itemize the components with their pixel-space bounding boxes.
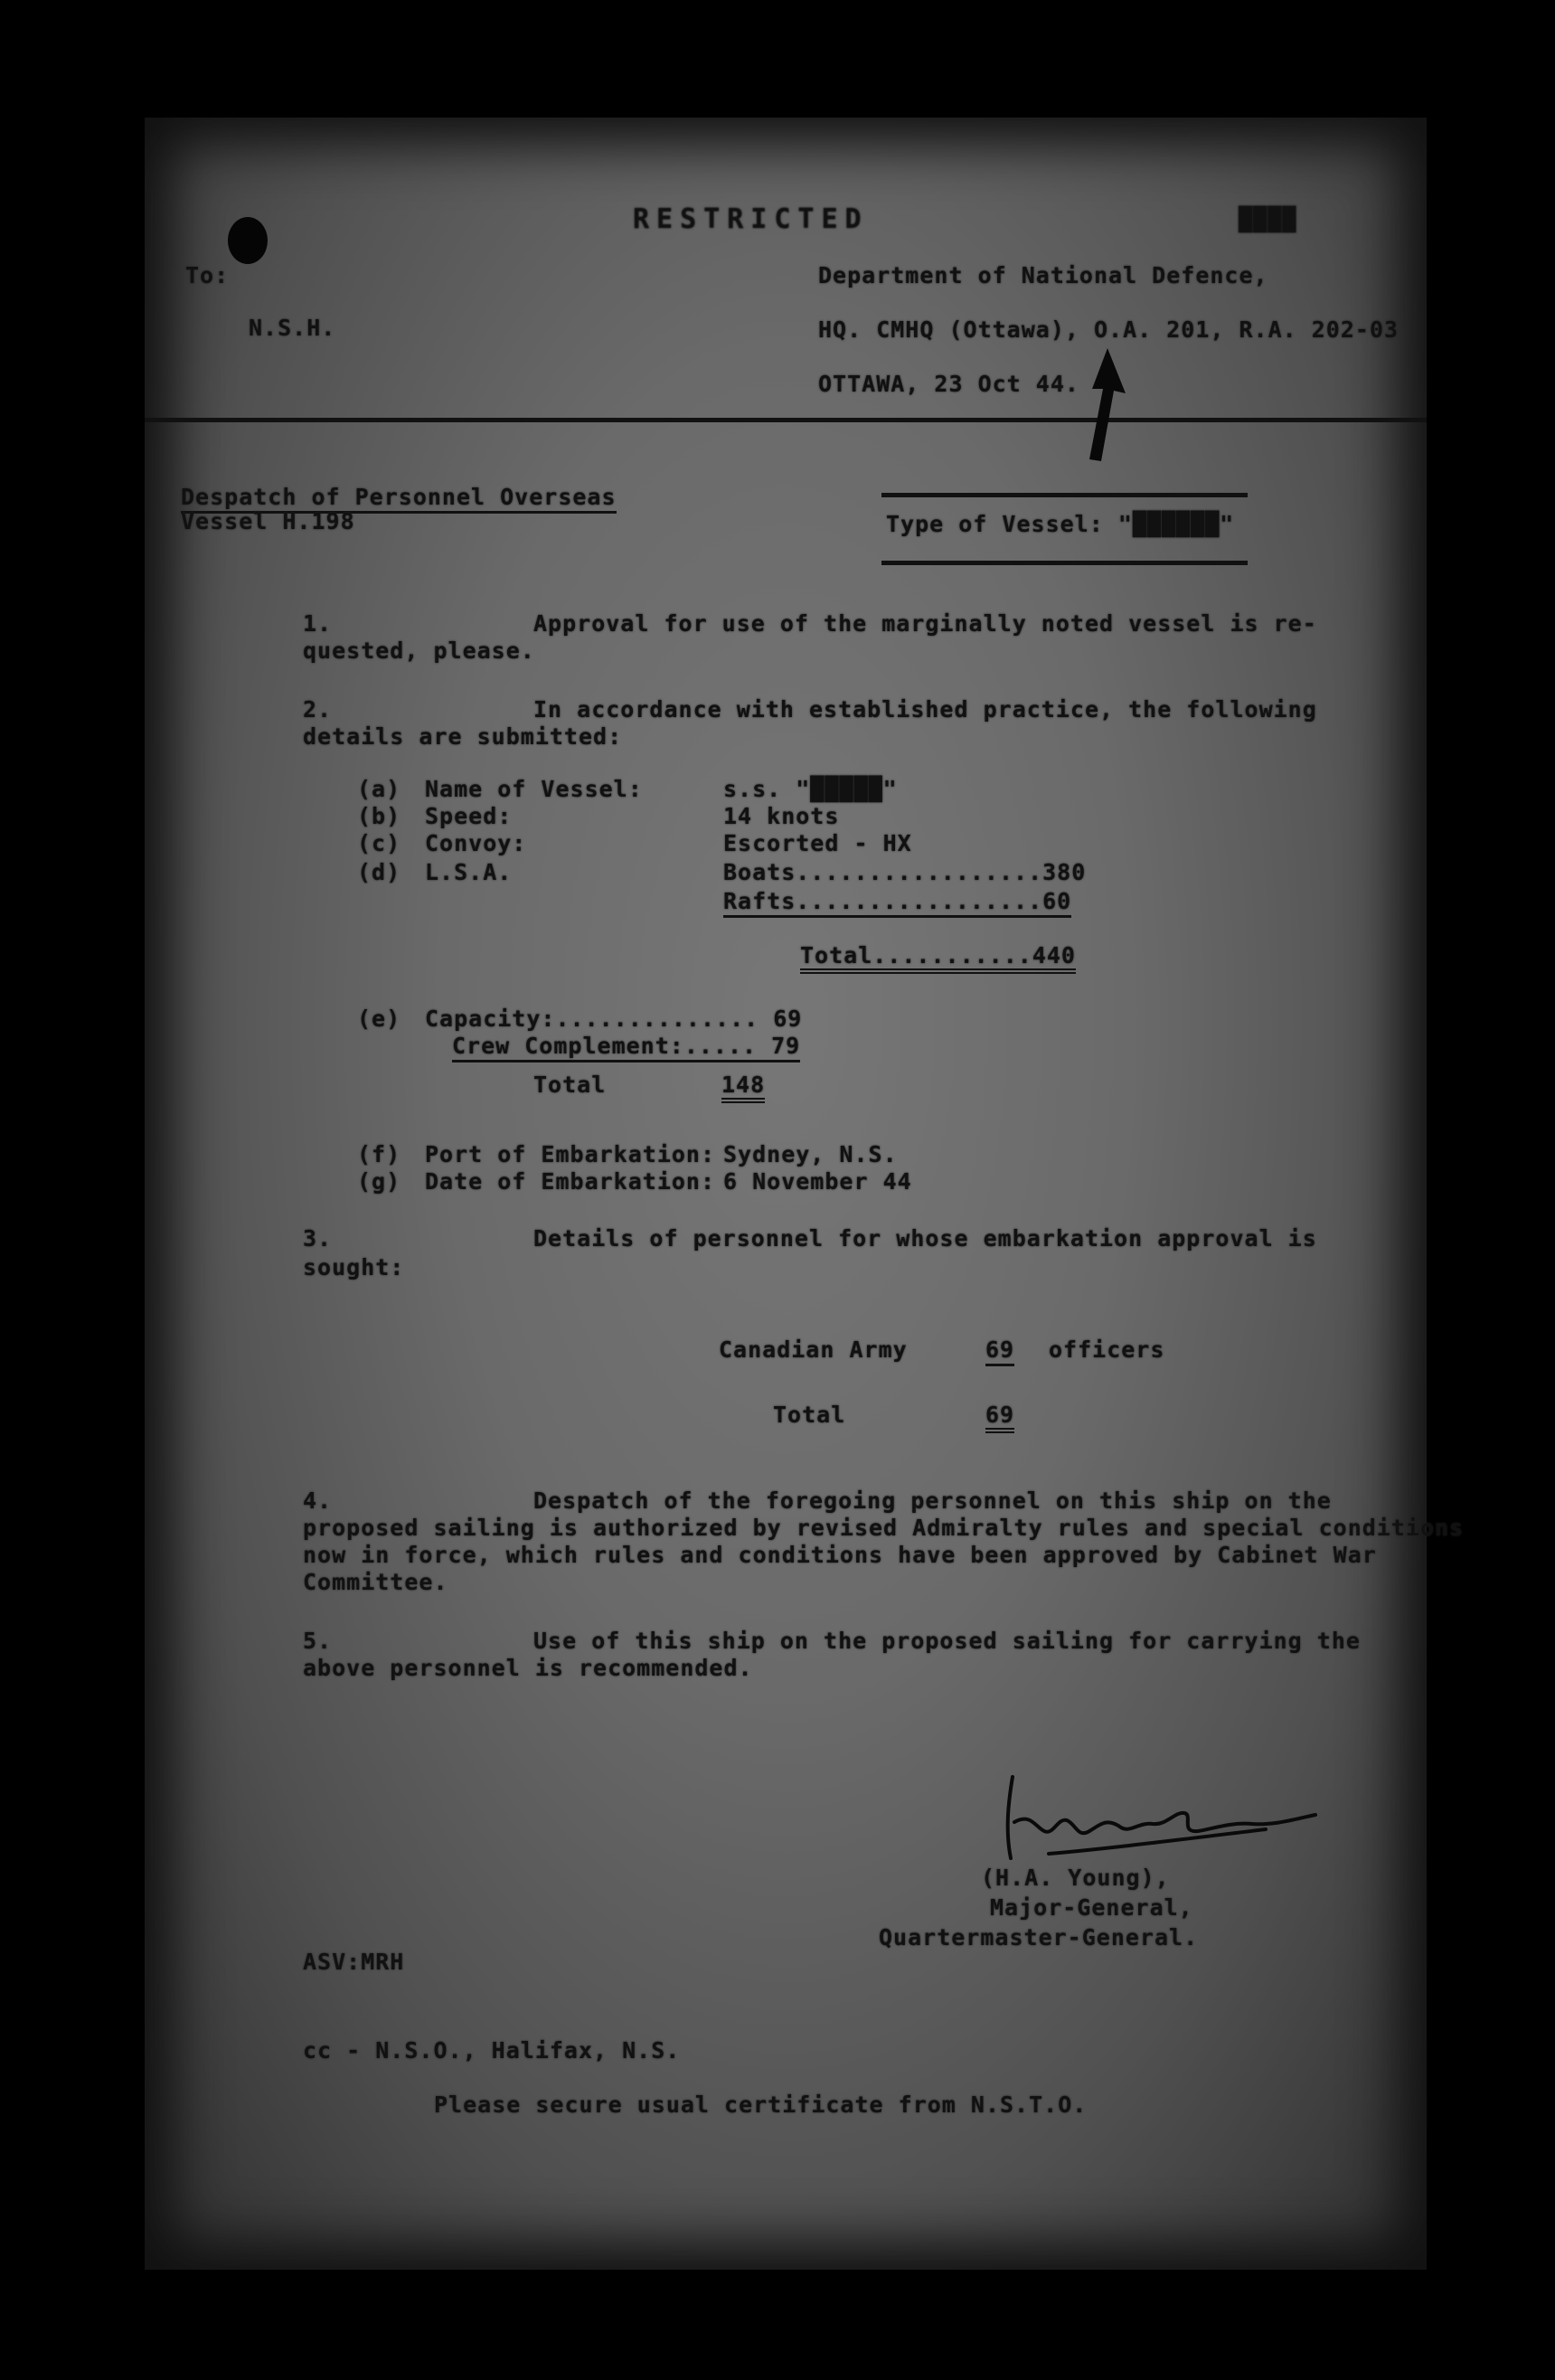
para-2-text-cont: details are submitted: — [303, 723, 623, 750]
detail-a-value: s.s. "█████" — [723, 776, 898, 802]
to-label: To: — [185, 262, 230, 288]
capacity-total-value: 148 — [721, 1072, 765, 1098]
carbon-copy-line: cc - N.S.O., Halifax, N.S. — [303, 2037, 681, 2064]
lsa-rafts: Rafts.................60 — [723, 888, 1071, 914]
detail-c-label: Convoy: — [425, 830, 527, 856]
subject-line-2: Vessel H.198 — [181, 508, 355, 534]
detail-b-key: (b) — [357, 803, 401, 829]
para-3-text-cont: sought: — [303, 1254, 405, 1280]
army-value: 69 — [985, 1336, 1014, 1363]
capacity-line: Capacity:.............. 69 — [425, 1006, 803, 1032]
detail-e-key: (e) — [357, 1006, 401, 1032]
signatory-rank: Major-General, — [990, 1894, 1193, 1921]
header-divider — [145, 418, 1427, 422]
para-3-text: Details of personnel for whose embarkation approval is — [533, 1225, 1317, 1251]
para-4-line-4: Committee. — [303, 1569, 448, 1595]
personnel-total-label: Total — [773, 1402, 846, 1428]
army-label: Canadian Army — [719, 1336, 908, 1363]
lsa-boats: Boats.................380 — [723, 859, 1087, 885]
para-2-number: 2. — [303, 696, 333, 722]
para-1-number: 1. — [303, 610, 333, 637]
detail-g-label: Date of Embarkation: — [425, 1168, 716, 1195]
detail-a-key: (a) — [357, 776, 401, 802]
detail-b-value: 14 knots — [723, 803, 840, 829]
para-3-number: 3. — [303, 1225, 333, 1251]
handwritten-signature — [994, 1768, 1320, 1867]
detail-g-value: 6 November 44 — [723, 1168, 912, 1195]
vessel-type: Type of Vessel: "██████" — [886, 511, 1235, 537]
punch-hole — [228, 217, 268, 264]
para-1-text-cont: quested, please. — [303, 638, 535, 664]
detail-f-label: Port of Embarkation: — [425, 1141, 716, 1167]
para-4-number: 4. — [303, 1488, 333, 1514]
detail-a-label: Name of Vessel: — [425, 776, 643, 802]
addressee: N.S.H. — [249, 315, 336, 341]
file-reference: ████ — [1239, 206, 1297, 232]
subject-line-1: Despatch of Personnel Overseas — [181, 484, 617, 510]
certificate-note: Please secure usual certificate from N.S.T.O. — [434, 2092, 1088, 2118]
para-5-text-cont: above personnel is recommended. — [303, 1655, 753, 1681]
department-line: Department of National Defence, — [818, 262, 1268, 288]
detail-f-key: (f) — [357, 1141, 401, 1167]
detail-g-key: (g) — [357, 1168, 401, 1195]
capacity-total-label: Total — [533, 1072, 607, 1098]
address-line: HQ. CMHQ (Ottawa), O.A. 201, R.A. 202-03 — [818, 316, 1400, 343]
para-4-line-3: now in force, which rules and conditions have been approved by Cabinet War — [303, 1542, 1377, 1568]
signatory-name: (H.A. Young), — [981, 1865, 1170, 1891]
detail-f-value: Sydney, N.S. — [723, 1141, 898, 1167]
detail-d-key: (d) — [357, 859, 401, 885]
detail-c-key: (c) — [357, 830, 401, 856]
crew-complement-line: Crew Complement:..... 79 — [452, 1033, 800, 1059]
reference-initials: ASV:MRH — [303, 1949, 405, 1975]
detail-d-label: L.S.A. — [425, 859, 513, 885]
para-2-text: In accordance with established practice, the following — [533, 696, 1317, 722]
arrow-mark — [1058, 344, 1130, 470]
para-4-line-1: Despatch of the foregoing personnel on this ship on the — [533, 1488, 1332, 1514]
detail-b-label: Speed: — [425, 803, 513, 829]
signatory-title: Quartermaster-General. — [879, 1924, 1199, 1950]
lsa-total: Total...........440 — [800, 942, 1076, 968]
para-1-text: Approval for use of the marginally noted vessel is re- — [533, 610, 1317, 637]
para-5-number: 5. — [303, 1628, 333, 1654]
army-unit: officers — [1049, 1336, 1165, 1363]
detail-c-value: Escorted - HX — [723, 830, 912, 856]
personnel-total-value: 69 — [985, 1402, 1014, 1428]
date-line: OTTAWA, 23 Oct 44. — [818, 371, 1079, 397]
para-5-text: Use of this ship on the proposed sailing for carrying the — [533, 1628, 1361, 1654]
classification-stamp: RESTRICTED — [633, 203, 869, 235]
para-4-line-2: proposed sailing is authorized by revised Admiralty rules and special conditions — [303, 1515, 1465, 1541]
